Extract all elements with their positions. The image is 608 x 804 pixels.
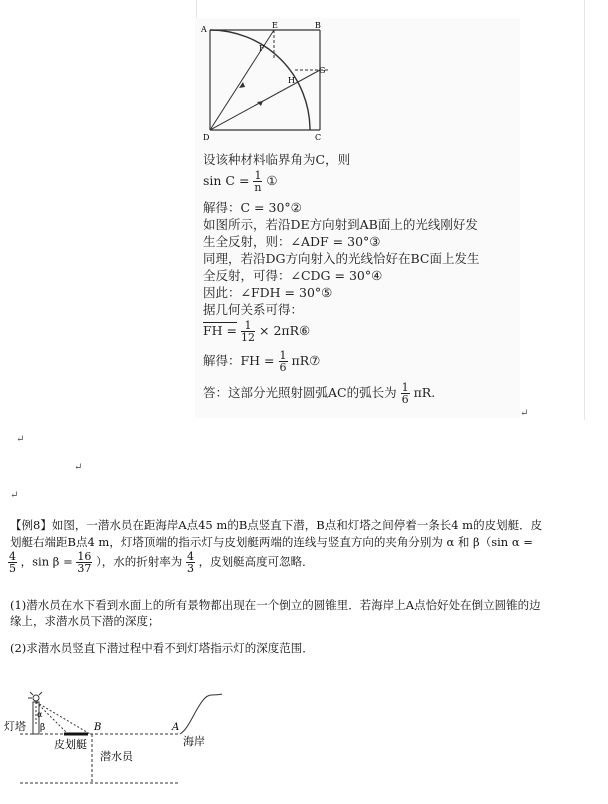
solution-line-11 <box>203 350 320 373</box>
example-line-3-end: ，皮划艇高度可忽略． <box>198 554 314 569</box>
return-mark: ↵ <box>16 434 25 445</box>
point-F: F <box>259 44 265 53</box>
fraction-1-over-6b <box>401 382 410 405</box>
fraction-num: 1 <box>241 320 255 332</box>
sinc-lhs: sin C = <box>203 173 250 188</box>
fraction-den: 37 <box>77 562 92 575</box>
sin-beta-fraction <box>76 551 92 574</box>
fh-result-rhs: πR⑦ <box>291 353 321 368</box>
solution-line-7: 全反射，可得：∠CDG = 30°④ <box>203 268 383 283</box>
alpha-label: α <box>37 710 43 719</box>
fraction-1-over-12 <box>241 320 255 343</box>
point-B-label: B <box>94 722 102 733</box>
solution-line-9: 据几何关系可得： <box>203 302 304 317</box>
beta-label: β <box>40 723 46 733</box>
point-H: H <box>288 76 295 85</box>
lighthouse-label: 灯塔 <box>4 720 26 733</box>
coast-label: 海岸 <box>183 735 205 748</box>
solution-line-4: 如图所示，若沿DE方向射到AB面上的光线刚好发 <box>203 217 478 232</box>
fraction-den: 3 <box>186 562 194 575</box>
fraction-den: 6 <box>279 361 287 374</box>
fh-result-lhs: 解得：FH = <box>203 353 275 368</box>
solution-line-3: 解得：C = 30°② <box>203 200 302 215</box>
fh-rhs: × 2πR⑥ <box>259 323 311 338</box>
point-B: B <box>315 21 321 30</box>
return-mark: ↵ <box>74 462 83 473</box>
fraction-num: 16 <box>77 550 92 563</box>
point-A: A <box>201 25 207 34</box>
point-A-label: A <box>172 722 180 733</box>
answer-lhs: 答：这部分光照射圆弧AC的弧长为 <box>203 385 397 400</box>
solution-line-2 <box>203 170 278 193</box>
fraction-num: 1 <box>254 169 262 182</box>
return-mark: ↵ <box>10 490 19 501</box>
point-D: D <box>203 133 210 142</box>
fraction-den: 12 <box>241 331 256 344</box>
question-1-line-2: 缘上，求潜水员下潜的深度； <box>10 614 160 628</box>
return-mark: ↵ <box>520 408 529 419</box>
solution-line-12 <box>203 382 435 405</box>
solution-line-6: 同理，若沿DG方向射入的光线恰好在BC面上发生 <box>203 251 480 266</box>
fraction-1-over-n <box>253 170 262 193</box>
tag-1: ① <box>266 173 278 188</box>
solution-line-5: 生全反射，则：∠ADF = 30°③ <box>203 234 381 249</box>
page-edge-right <box>584 0 585 420</box>
example-line-3 <box>8 551 314 574</box>
sin-alpha-fraction <box>8 551 17 574</box>
question-2: (2)求潜水员竖直下潜过程中看不到灯塔指示灯的深度范围． <box>10 641 314 655</box>
point-E: E <box>272 21 278 30</box>
fraction-num: 4 <box>9 550 16 563</box>
solution-line-1: 设该种材料临界角为C，则 <box>203 152 351 167</box>
refraction-label: ），水的折射率为 <box>96 554 183 569</box>
answer-rhs: πR. <box>413 385 436 400</box>
solution-line-10 <box>203 320 310 343</box>
fh-lhs: FH = <box>203 323 238 338</box>
point-G: G <box>319 66 326 75</box>
question-1-line-1: (1)潜水员在水下看到水面上的所有景物都出现在一个倒立的圆锥里．若海岸上A点恰好处在倒立圆锥的边 <box>10 598 541 612</box>
kayak-label: 皮划艇 <box>54 738 87 751</box>
fraction-num: 1 <box>279 349 287 362</box>
fraction-den: 6 <box>401 393 409 406</box>
solution-line-8: 因此：∠FDH = 30°⑤ <box>203 285 333 300</box>
quarter-circle-diagram <box>195 18 520 143</box>
sin-beta-label: ，sin β = <box>20 554 73 569</box>
example-line-2: 划艇右端距B点4 m，灯塔顶端的指示灯与皮划艇两端的连线与竖直方向的夹角分别为 α 和 β（sin α = <box>10 535 533 549</box>
fraction-num: 4 <box>186 550 194 563</box>
fraction-1-over-6 <box>279 350 288 373</box>
fraction-den: n <box>254 181 262 194</box>
refraction-fraction <box>186 551 195 574</box>
fraction-num: 1 <box>401 381 409 394</box>
fraction-den: 5 <box>9 562 16 575</box>
point-C: C <box>315 133 322 142</box>
lighthouse-diagram <box>0 688 230 798</box>
diver-label: 潜水员 <box>100 750 133 763</box>
example-line-1: 【例8】如图，一潜水员在距海岸A点45 m的B点竖直下潜，B点和灯塔之间停着一条长4 m的皮划艇．皮 <box>10 518 543 532</box>
